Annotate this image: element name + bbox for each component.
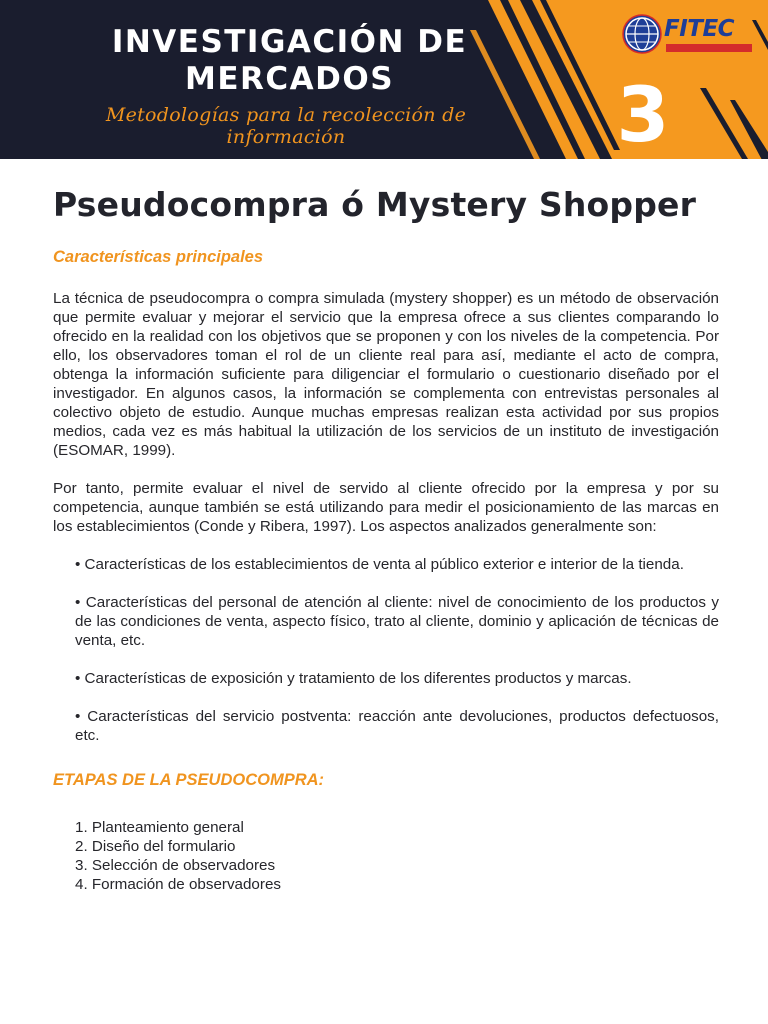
list-item: 2. Diseño del formulario [75,838,236,855]
section-heading-etapas: ETAPAS DE LA PSEUDOCOMPRA: [53,771,325,789]
globe-icon [622,14,662,54]
header-title [62,24,517,98]
list-item: • Características de exposición y tratamiento de los diferentes productos y marcas. [75,670,632,687]
paragraph-1: La técnica de pseudocompra o compra simulada (mystery shopper) es un método de observación que permite evaluar y mejorar el servicio que la empresa ofrece a sus clientes comparando lo ofrecido en la realidad con los objetivos que se proponen y con los niveles de la competencia. Por ello, los observadores toman el rol de un cliente real para así, mediante el acto de compra, obtenga la información suficiente para diligenciar el formulario o cuestionario diseñado por el investigador. En algunos casos, la información se complementa con entrevistas personales al colectivo objeto de estudio. Aunque muchas empresas realizan esta actividad por sus propios medios, cada vez es más habitual la utilización de los servicios de un instituto de investigación (ESOMAR, 1999). [53,290,719,459]
list-item: • Características del personal de atención al cliente: nivel de conocimiento de los productos y de las condiciones de venta, aspecto físico, trato al cliente, dominio y aplicación de técnicas de venta, etc. [75,594,719,649]
header-title-line2: MERCADOS [184,61,395,97]
logo-text: FITEC [664,16,735,42]
list-item: • Características de los establecimientos de venta al público exterior e interior de la tienda. [75,556,684,573]
page-title: Pseudocompra ó Mystery Shopper [53,185,697,224]
header-title-line1: INVESTIGACIÓN DE [111,24,468,60]
chapter-number: 3 [616,70,670,159]
aspects-list [75,555,719,745]
steps-list [75,818,719,894]
fitec-logo [622,13,756,55]
list-item: 4. Formación de observadores [75,876,281,893]
header-banner [0,0,768,159]
list-item: • Características del servicio postventa: reacción ante devoluciones, productos defectuosos, etc. [75,708,719,744]
paragraph-2: Por tanto, permite evaluar el nivel de servido al cliente ofrecido por la empresa y por su competencia, aunque también se está utilizando para medir el posicionamiento de las marcas en los establecimientos (Conde y Ribera, 1997). Los aspectos analizados generalmente son: [53,480,719,535]
logo-tag-bar [666,44,752,52]
list-item: 1. Planteamiento general [75,819,244,836]
header-subtitle: Metodologías para la recolección de información [105,104,467,148]
page-content [53,180,719,894]
section-heading-caracteristicas: Características principales [53,248,264,266]
list-item: 3. Selección de observadores [75,857,276,874]
